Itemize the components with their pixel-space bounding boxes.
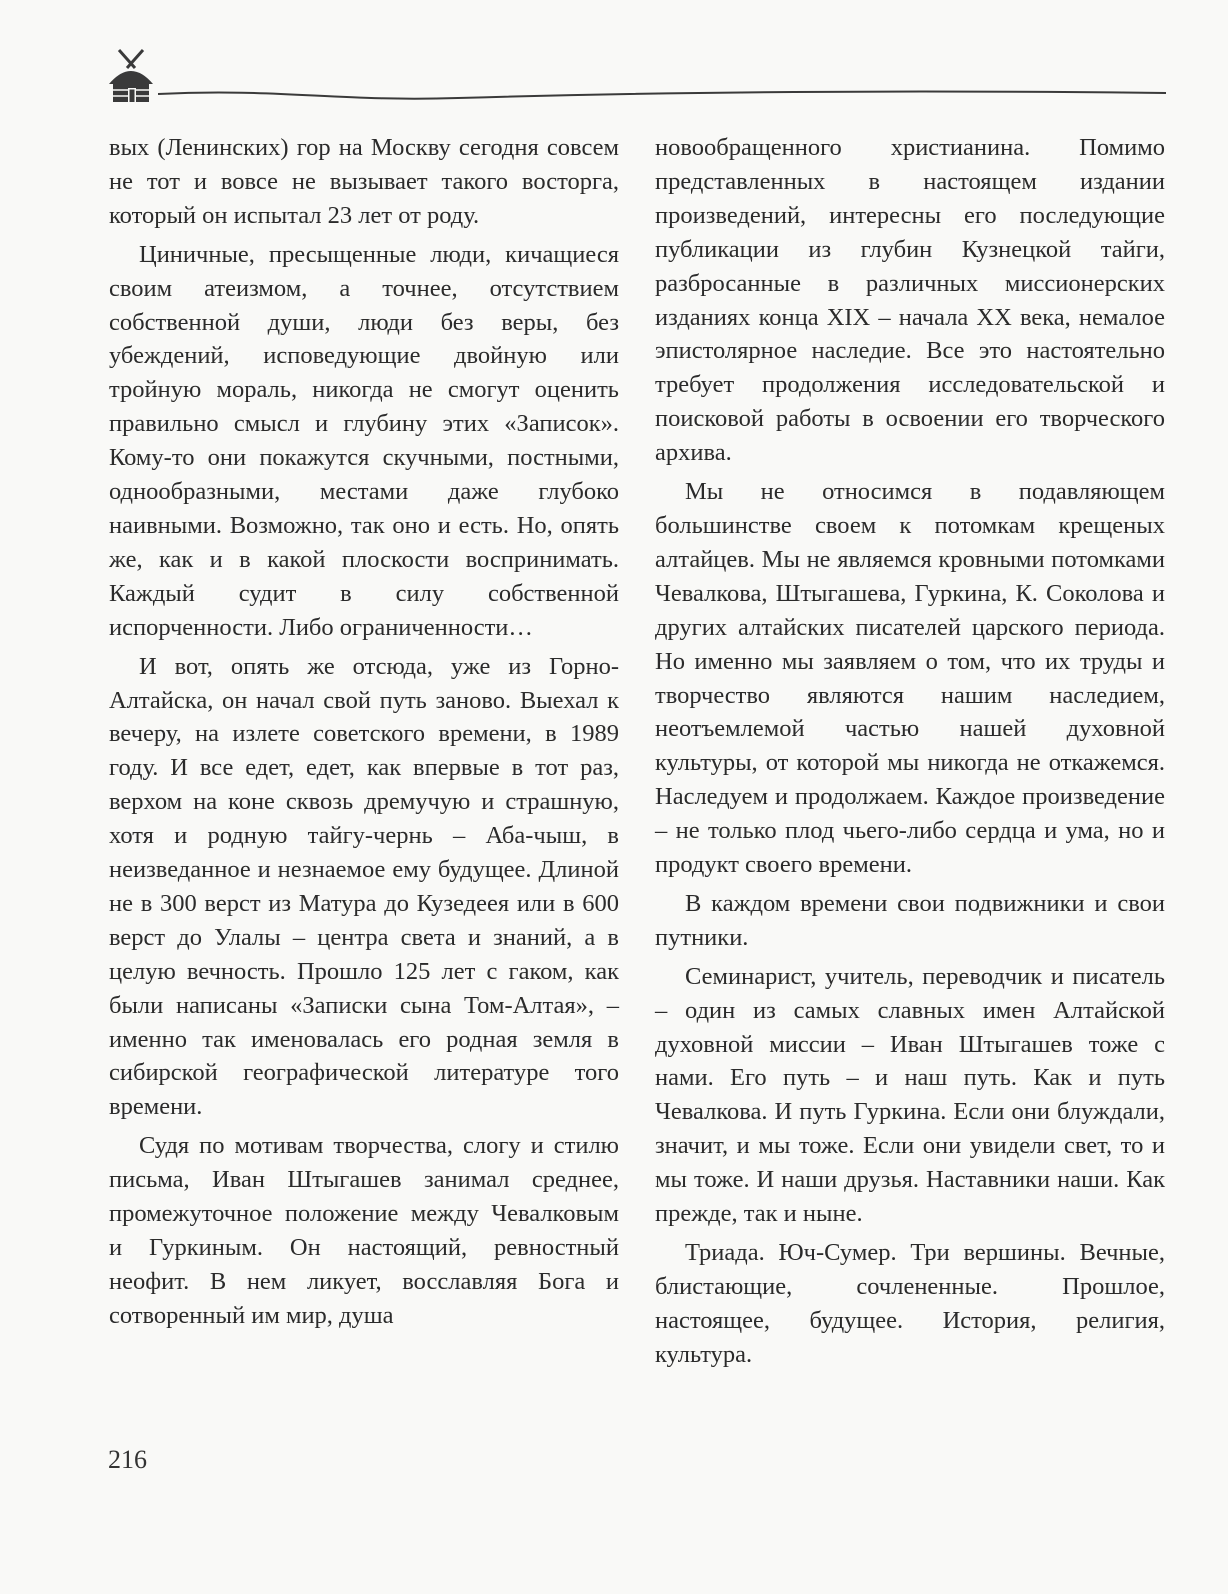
paragraph: новообращенного христианина. Помимо представленных в настоящем издании произведений, интересны его последующие публикации из глубин Кузнецкой тайги, разбросанные в различных миссионерских изданиях конца XIX – начала XX века, немалое эпистолярное наследие. Все это настоятельно требует продолжения исследовательской и поисковой работы в освоении его творческого архива. [655,134,1165,467]
paragraph: Триада. Юч-Сумер. Три вершины. Вечные, блистающие, сочлененные. Прошлое, настоящее, будущее. История, религия, культура. [655,1239,1165,1368]
paragraph: Мы не относимся в подавляющем большинстве своем к потомкам крещеных алтайцев. Мы не являемся кровными потомками Чевалкова, Штыгашева, Гуркина, К. Соколова и других алтайских писателей царского периода. Но именно мы заявляем о том, что их труды и творчество являются нашим наследием, неотъемлемой частью нашей духовной культуры, от которой мы никогда не откажемся. Наследуем и продолжаем. Каждое произведение – не только плод чьего-либо сердца и ума, но и продукт своего времени. [655,478,1165,879]
header-rule [158,84,1173,106]
paragraph: Циничные, пресыщенные люди, кичащиеся своим атеизмом, а точнее, отсутствием собственной души, люди без веры, без убеждений, исповедующие двойную или тройную мораль, никогда не смогут оценить правильно смысл и глубину этих «Записок». Кому-то они покажутся скучными, постными, однообразными, местами даже глубоко наивными. Возможно, так оно и есть. Но, опять же, как и в какой плоскости воспринимать. Каждый судит в силу собственной испорченности. Либо ограниченности… [109,240,619,641]
paragraph: В каждом времени свои подвижники и свои путники. [655,889,1165,951]
paragraph: Судя по мотивам творчества, слогу и стилю письма, Иван Штыгашев занимал среднее, промежуточное положение между Чевалковым и Гуркиным. Он настоящий, ревностный неофит. В нем ликует, восславляя Бога и сотворенный им мир, душа [109,1132,619,1329]
paragraph: И вот, опять же отсюда, уже из Горно-Алтайска, он начал свой путь заново. Выехал к вечеру, на излете советского времени, в 1989 году. И все едет, едет, как впервые в тот раз, верхом на коне сквозь дремучую и страшную, хотя и родную тайгу-чернь – Аба-чыш, в неизведанное и незнаемое ему будущее. Длиной не в 300 верст из Матура до Кузедеея или в 600 верст до Улалы – центра света и знаний, а в целую вечность. Прошло 125 лет с гаком, как были написаны «Записки сына Том-Алтая», – именно так именовалась его родная земля в сибирской географической литературе того времени. [109,652,619,1121]
left-column [109,131,619,1338]
paragraph: вых (Ленинских) гор на Москву сегодня совсем не тот и вовсе не вызывает такого восторга, который он испытал 23 лет от роду. [109,134,619,229]
page-number: 216 [108,1445,147,1474]
paragraph: Семинарист, учитель, переводчик и писатель – один из самых славных имен Алтайской духовной миссии – Иван Штыгашев тоже с нами. Его путь – и наш путь. Как и путь Чевалкова. И путь Гуркина. Если они блуждали, значит, и мы тоже. Если они увидели свет, то и мы тоже. И наши друзья. Наставники наши. Как прежде, так и ныне. [655,962,1165,1228]
yurt-house-icon [105,48,157,104]
right-column [655,131,1165,1377]
